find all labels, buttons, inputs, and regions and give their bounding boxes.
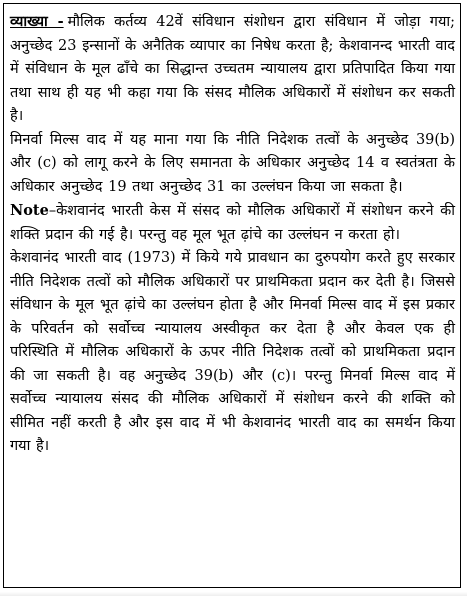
explanation-box bbox=[3, 3, 461, 588]
explanation-paragraph-1 bbox=[10, 10, 455, 129]
explanation-label: व्याख्या - bbox=[10, 13, 64, 30]
paragraph-text: मौलिक कर्तव्य 42वें संविधान संशोधन द्वारा संविधान में जोड़ा गया; अनुच्छेद 23 इन्सानों के अनैतिक व्यापार का निषेध करता है; केशवानन्द भारती वाद में संविधान के मूल ढाँचे का सिद्धान्त उच्चतम न्यायालय द्वारा प्रतिपादित किया गया तथा साथ ही यह भी कहा गया कि संसद मौलिक अधिकारों में संशोधन कर सकती है। bbox=[10, 14, 455, 124]
explanation-paragraph-2 bbox=[10, 129, 455, 200]
paragraph-text: –केशवानंद भारती केस में संसद को मौलिक अधिकारों में संशोधन करने की शक्ति प्रदान की गई है। परन्तु वह मूल भूत ढ़ांचे का उल्लंघन न करता हो। bbox=[10, 203, 455, 243]
page-bottom-edge bbox=[0, 589, 467, 596]
paragraph-text: मिनर्वा मिल्स वाद में यह माना गया कि नीति निदेशक तत्वों के अनुच्छेद 39(b) और (c) को लागू करने के लिए समानता के अधिकार अनुच्छेद 14 व स्वतंत्रता के अधिकार अनुच्छेद 19 तथा अनुच्छेद 31 का उल्लंघन किया जा सकता है। bbox=[10, 131, 455, 195]
paragraph-text: केशवानंद भारती वाद (1973) में किये गये प्रावधान का दुरुपयोग करते हुए सरकार नीति निदेशक तत्वों को मौलिक अधिकारों पर प्राथमिकता प्रदान कर देती है। जिससे संविधान के मूल भूत ढ़ांचे का उल्लंघन होता है और मिनर्वा मिल्स वाद में इस प्रकार के परिवर्तन को सर्वोच्च न्यायालय अस्वीकृत कर देता है और केवल एक ही परिस्थिति में मौलिक अधिकारों के ऊपर नीति निदेशक तत्वों को प्राथमिकता प्रदान की जा सकती है। वह अनुच्छेद 39(b) और (c)। परन्तु मिनर्वा मिल्स वाद में सर्वोच्च न्यायालय संसद की मौलिक अधिकारों में संशोधन करने की शक्ति को सीमित नहीं करती है और इस वाद में भी केशवानंद भारती वाद का समर्थन किया गया है। bbox=[10, 250, 455, 454]
explanation-paragraph-4 bbox=[10, 247, 455, 459]
note-label: Note bbox=[10, 202, 49, 219]
note-paragraph bbox=[10, 199, 455, 247]
